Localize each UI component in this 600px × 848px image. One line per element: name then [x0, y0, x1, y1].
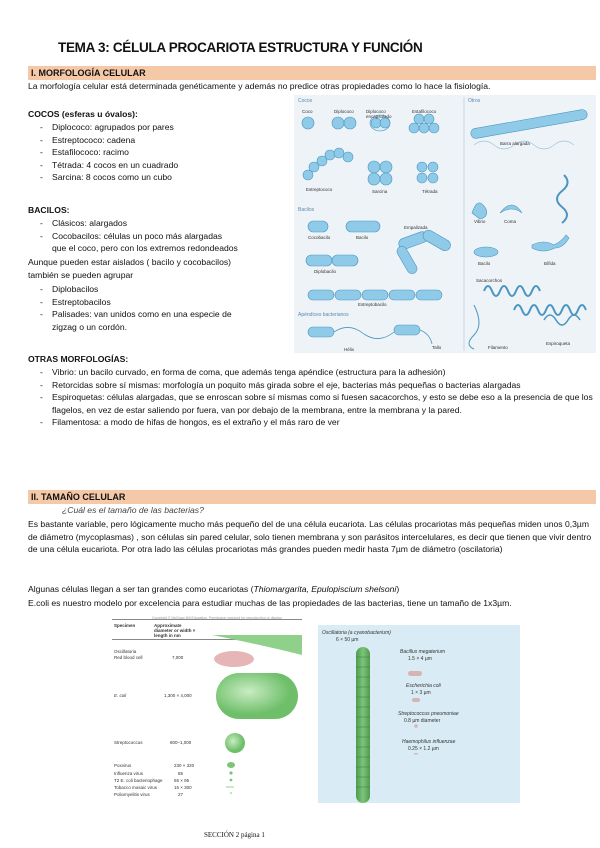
oscillatoria-size: 6 × 50 µm — [336, 637, 359, 643]
otras-list — [40, 366, 596, 429]
size-paragraph: Es bastante variable, pero lógicamente mucho más pequeño del de una célula eucariota. Las células procariotas más pequeñas miden unos 0,3µm de diámetro (mycoplasmas) , son células sin pared celular, solo tienen membrana y son parásitos intercelulares, es decir que tienen que vivir dentro de una célula eucariota. Por otra lado las células procariotas más grandes pueden medir hasta 7µm de diámetro (oscilatoria) — [28, 519, 592, 554]
caption-bifida: Bífida — [544, 261, 556, 266]
column-header-specimen: Specimen — [114, 623, 136, 628]
specimen-size: 65 × 95 — [174, 778, 190, 783]
specimen-name: E. coli — [114, 693, 127, 698]
caption-vibrio: Vibrio — [474, 219, 486, 224]
list-item: - Espiroquetas: células alargadas, que se enroscan sobre sí mismas como si fuesen sacacorchos, y esto se debe eso a la presencia de que los flagelos, en vez de estar saliendo por fuera, van por debajo de la membrana, entre la membrana y la pared. — [40, 391, 596, 416]
morphology-drawings — [294, 95, 596, 353]
intro-paragraph: La morfología celular está determinada genéticamente y además no predice otras propiedades como lo hace la fisiología. — [28, 81, 491, 91]
specimen-name: Poliomyelitis virus — [114, 792, 150, 797]
caption-espiroqueta: Espiroqueta — [546, 341, 571, 346]
list-item: - Tétrada: 4 cocos en un cuadrado — [40, 159, 178, 172]
caption-diplococo-encapsulado: Diplococo encapsulado — [366, 109, 392, 119]
specimen-name: Tobacco mosaic virus — [114, 785, 158, 790]
bacteria-size: 0.8 µm diameter — [404, 718, 441, 724]
caption-coco: Coco — [302, 109, 313, 114]
bacteria-name: Bacillus megaterium — [400, 649, 446, 655]
bacteria-name: Escherichia coli — [406, 683, 441, 689]
column-header-size: Approximate diameter or width × length in nm — [154, 623, 196, 638]
bacteria-name: Haemophilus influenzae — [402, 739, 456, 745]
section-heading-morfologia: I. MORFOLOGÍA CELULAR — [28, 66, 596, 80]
bacteria-size: 0.25 × 1.2 µm — [408, 746, 439, 752]
fig-label-apendices: Apéndices bacterianos — [298, 312, 349, 318]
list-item: - Estreptobacilos — [40, 296, 232, 309]
specimen-name: Red blood cell — [114, 655, 143, 660]
otras-heading: OTRAS MORFOLOGÍAS: — [28, 354, 129, 364]
caption-bacilo: Bacilo — [478, 261, 491, 266]
bacteria-name: Streptococcus pneumoniae — [398, 711, 459, 717]
specimen-name: Oscillatoria — [114, 649, 137, 654]
specimen-name: T2 E. coli bacteriophage — [114, 778, 163, 783]
size-figure-bacteria — [318, 625, 520, 803]
caption-bacilo-2: Bacilo — [356, 235, 369, 240]
aislados-line-2: también se pueden agrupar — [28, 270, 134, 280]
morphology-figure — [294, 95, 596, 353]
specimen-size: 15 × 300 — [174, 785, 192, 790]
fig-label-cocos: Cocos — [298, 98, 313, 104]
cocos-list — [40, 121, 178, 184]
caption-barra-alargada: Barra alargada — [500, 141, 530, 146]
page-footer: SECCIÓN 2 página 1 — [204, 831, 265, 839]
size-figure-specimens — [112, 615, 302, 803]
specimen-size: 27 — [178, 792, 184, 797]
list-item: - Cocobacilos: células un poco más alargadas — [40, 230, 238, 243]
list-item: - Palisades: van unidos como en una especie de — [40, 308, 232, 321]
page-title: TEMA 3: CÉLULA PROCARIOTA ESTRUCTURA Y FUNCIÓN — [58, 40, 423, 55]
figure-copyright: Copyright © McGraw-Hill Education. Permission required for reproduction or display. — [152, 616, 283, 620]
specimen-size: 230 × 320 — [174, 763, 195, 768]
caption-helix: Hélix — [344, 347, 355, 352]
section-question: ¿Cuál es el tamaño de las bacterias? — [62, 505, 204, 515]
caption-empalizada: Empalizada — [404, 225, 428, 230]
list-item: - Vibrio: un bacilo curvado, en forma de coma, que además tenga apéndice (estructura para la adhesión) — [40, 366, 596, 379]
caption-filamento: Filamento — [488, 345, 508, 350]
aislados-line-1: Aunque pueden estar aislados ( bacilo y cocobacilos) — [28, 257, 232, 267]
large-cells-species: Thiomargarita, Epulopiscium shelsoni — [253, 584, 397, 594]
specimen-size: 800–1,000 — [170, 740, 192, 745]
large-cells-close: ) — [396, 584, 400, 594]
list-item: - Diplobacilos — [40, 283, 232, 296]
caption-sacacorchos: Sacacorchos — [476, 278, 503, 283]
specimen-size: 7,000 — [172, 655, 184, 660]
caption-diplococo: Diplococo — [334, 109, 354, 114]
specimen-name: Poxvirus — [114, 763, 132, 768]
oscillatoria-label: Oscillatoria (a cyanobacterium) — [322, 630, 391, 636]
bacilos-list — [40, 217, 238, 255]
specimen-size: 1,300 × 4,000 — [164, 693, 192, 698]
bacteria-size: 1.5 × 4 µm — [408, 656, 432, 662]
fig-label-bacilos: Bacilos — [298, 207, 315, 213]
caption-estreptobacilo: Estreptobacilo — [358, 302, 387, 307]
large-cells-paragraph — [28, 583, 399, 596]
caption-estafilococo: Estafilococo — [412, 109, 437, 114]
large-cells-text: Algunas células llegan a ser tan grandes como eucariotas ( — [28, 584, 254, 594]
list-item: - Retorcidas sobre sí mismas: morfología un poquito más girada sobre el eje, bacterias más pequeñas o bacterias alargadas — [40, 379, 596, 392]
list-item: - Diplococo: agrupados por pares — [40, 121, 178, 134]
list-item: - Estreptococo: cadena — [40, 134, 178, 147]
list-item: - Filamentosa: a modo de hifas de hongos, es el extraño y el más raro de ver — [40, 416, 596, 429]
list-item: - Clásicos: alargados — [40, 217, 238, 230]
cocos-heading: COCOS (esferas u óvalos): — [28, 109, 138, 119]
bacilos-heading: BACILOS: — [28, 205, 70, 215]
list-item-continuation: que el coco, pero con los extremos redondeados — [52, 243, 238, 253]
agrupaciones-list — [40, 283, 232, 333]
caption-estreptococo: Estreptococo — [306, 187, 333, 192]
section-heading-tamano: II. TAMAÑO CELULAR — [28, 490, 596, 504]
list-item: - Sarcina: 8 cocos como un cubo — [40, 171, 178, 184]
caption-cocobacilo: Cocobacilo — [308, 235, 331, 240]
caption-coma: Coma — [504, 219, 517, 224]
caption-tetrada: Tétrada — [422, 189, 438, 194]
list-item-continuation: zigzag o un cordón. — [52, 321, 128, 332]
caption-tallo: Tallo — [432, 345, 442, 350]
caption-sarcina: Sarcina — [372, 189, 388, 194]
bacteria-size: 1 × 3 µm — [411, 690, 431, 696]
caption-diplobacilo: Diplobacilo — [314, 269, 337, 274]
list-item: - Estafilococo: racimo — [40, 146, 178, 159]
specimen-name: Streptococcus — [114, 740, 143, 745]
specimen-name: Influenza virus — [114, 771, 144, 776]
fig-label-otros: Otros — [468, 98, 481, 104]
specimen-drawings — [112, 615, 302, 803]
ecoli-paragraph: E.coli es nuestro modelo por excelencia para estudiar muchas de las propiedades de las bacterias, tiene un tamaño de 1x3µm. — [28, 598, 512, 608]
specimen-size: 85 — [178, 771, 184, 776]
